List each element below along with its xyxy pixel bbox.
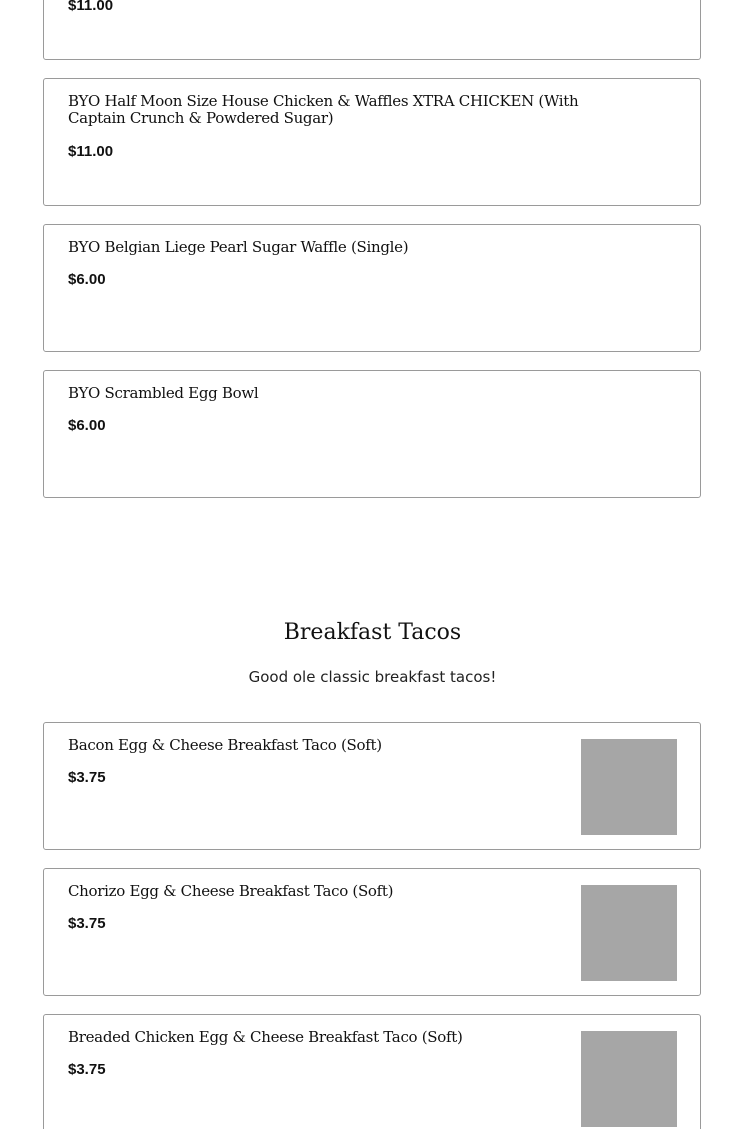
- menu-item-card[interactable]: [43, 0, 701, 60]
- section-description: Good ole classic breakfast tacos!: [248, 668, 497, 686]
- menu-item-price: $6.00: [68, 417, 106, 434]
- menu-item-price: $6.00: [68, 271, 106, 288]
- menu-item-name: Bacon Egg & Cheese Breakfast Taco (Soft): [68, 736, 382, 754]
- menu-item-name: Breaded Chicken Egg & Cheese Breakfast Taco (Soft): [68, 1028, 463, 1046]
- item-photo-placeholder: [581, 739, 677, 835]
- item-photo-placeholder: [581, 1031, 677, 1127]
- menu-item-name: BYO Scrambled Egg Bowl: [68, 384, 259, 402]
- menu-item-name: Chorizo Egg & Cheese Breakfast Taco (Soft): [68, 882, 394, 900]
- menu-item-price: $3.75: [68, 915, 106, 932]
- section-title: Breakfast Tacos: [283, 620, 462, 645]
- menu-item-price: $3.75: [68, 1061, 106, 1078]
- menu-item-price: $11.00: [68, 0, 114, 14]
- menu-item-card[interactable]: [43, 722, 701, 850]
- menu-item-name: BYO Belgian Liege Pearl Sugar Waffle (Single): [68, 238, 409, 256]
- menu-item-price: $3.75: [68, 769, 106, 786]
- menu-item-card[interactable]: [43, 868, 701, 996]
- menu-item-price: $11.00: [68, 143, 114, 160]
- menu-item-card[interactable]: [43, 224, 701, 352]
- menu-item-card[interactable]: [43, 1014, 701, 1129]
- menu-item-card[interactable]: [43, 78, 701, 206]
- item-photo-placeholder: [581, 885, 677, 981]
- menu-item-name: BYO Half Moon Size House Chicken & Waffles XTRA CHICKEN (With Captain Crunch & Powdered Sugar): [68, 92, 579, 127]
- menu-item-card[interactable]: [43, 370, 701, 498]
